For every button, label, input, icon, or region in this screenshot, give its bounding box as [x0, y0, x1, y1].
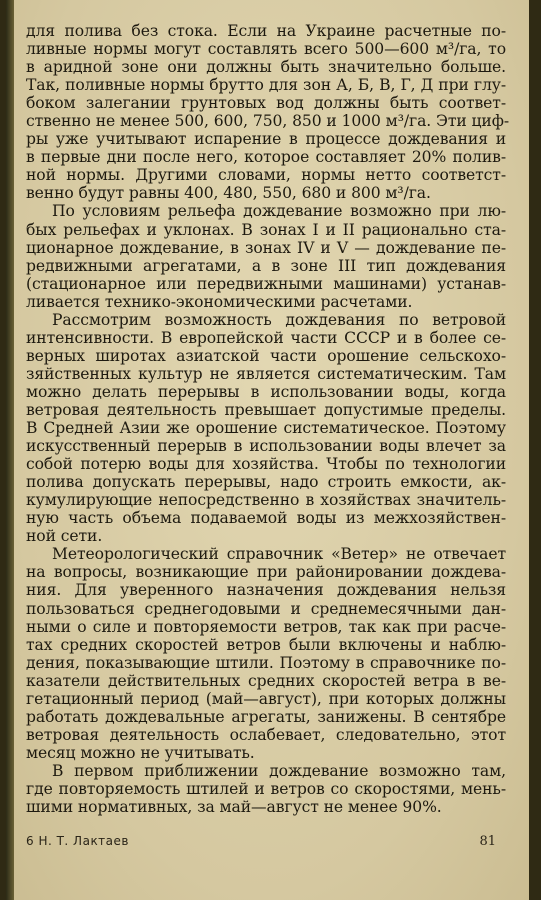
text-line: ственно не менее 500, 600, 750, 850 и 1000 м³/га. Эти циф-	[26, 112, 510, 131]
text-line: ционарное дождевание, в зонах IV и V — дождевание пе-	[26, 238, 506, 257]
text-line: Рассмотрим возможность дождевания по ветровой	[52, 310, 506, 329]
text-line: полива допускать перерывы, надо строить емкости, ак-	[26, 473, 506, 492]
text-line: интенсивности. В европейской части СССР и в более се-	[26, 328, 506, 347]
text-line: на вопросы, возникающие при районировании дождева-	[26, 563, 506, 582]
text-line: бых рельефах и уклонах. В зонах I и II рационально ста-	[26, 220, 506, 239]
text-line: По условиям рельефа дождевание возможно при лю-	[52, 202, 506, 221]
text-line: пользоваться среднегодовыми и среднемесячными дан-	[26, 599, 506, 618]
text-line: зяйственных культур не является систематическим. Там	[26, 364, 506, 383]
body-text	[26, 22, 510, 817]
text-line: ливные нормы могут составлять всего 500—600 м³/га, то	[26, 40, 506, 59]
text-line: ливается технико-экономическими расчетами.	[26, 292, 413, 311]
text-line: боком залегании грунтовых вод должны быть соответ-	[26, 94, 506, 113]
text-line: где повторяемость штилей и ветров со скоростями, мень-	[26, 779, 506, 798]
text-line: редвижными агрегатами, а в зоне III тип дождевания	[26, 256, 506, 275]
text-line: казатели действительных средних скоростей ветра в ве-	[26, 671, 506, 690]
text-line: Метеорологический справочник «Ветер» не отвечает	[52, 545, 506, 564]
text-line: тах средних скоростей ветров были включены и наблю-	[26, 635, 506, 654]
book-spine-shadow	[6, 0, 14, 900]
text-line: собой потерю воды для хозяйства. Чтобы по технологии	[26, 455, 506, 474]
text-line: В Средней Азии же орошение систематическое. Поэтому	[26, 419, 506, 438]
text-line: Так, поливные нормы брутто для зон А, Б, В, Г, Д при глу-	[26, 76, 506, 95]
text-line: ветровая деятельность ослабевает, следовательно, этот	[26, 725, 506, 744]
text-line: (стационарное или передвижными машинами) устанав-	[26, 274, 506, 293]
text-line: шими нормативных, за май—август не менее 90%.	[26, 798, 442, 817]
text-line: месяц можно не учитывать.	[26, 743, 255, 762]
text-line: ной сети.	[26, 527, 103, 546]
text-line: дения, показывающие штили. Поэтому в справочнике по-	[26, 653, 506, 672]
text-line: для полива без стока. Если на Украине расчетные по-	[26, 22, 506, 40]
text-line: ния. Для уверенного назначения дождевания нельзя	[26, 581, 506, 600]
text-line: верных широтах азиатской части орошение сельскохо-	[26, 346, 506, 365]
text-line: можно делать перерывы в использовании воды, когда	[26, 382, 506, 401]
text-line: ной нормы. Другими словами, нормы нетто соответст-	[26, 166, 506, 185]
text-line: ную часть объема подаваемой воды из межхозяйствен-	[26, 509, 506, 528]
text-line: искусственный перерыв в использовании воды влечет за	[26, 437, 506, 456]
text-line: в аридной зоне они должны быть значительно больше.	[26, 58, 506, 77]
text-line: гетационный период (май—август), при которых должны	[26, 689, 506, 708]
text-line: работать дождевальные агрегаты, занижены. В сентябре	[26, 707, 506, 726]
page-number: 81	[479, 834, 496, 849]
text-line: кумулирующие непосредственно в хозяйствах значитель-	[26, 491, 506, 510]
text-line: ветровая деятельность превышает допустимые пределы.	[26, 400, 506, 419]
printer-signature: 6 Н. Т. Лактаев	[26, 834, 129, 848]
book-page	[6, 0, 529, 900]
text-line: ными о силе и повторяемости ветров, так как при расче-	[26, 617, 506, 636]
text-line: венно будут равны 400, 480, 550, 680 и 800 м³/га.	[26, 184, 431, 203]
text-line: В первом приближении дождевание возможно там,	[52, 761, 506, 780]
text-line: ры уже учитывают испарение в процессе дождевания и	[26, 130, 506, 149]
text-line: в первые дни после него, которое составляет 20% полив-	[26, 148, 506, 167]
